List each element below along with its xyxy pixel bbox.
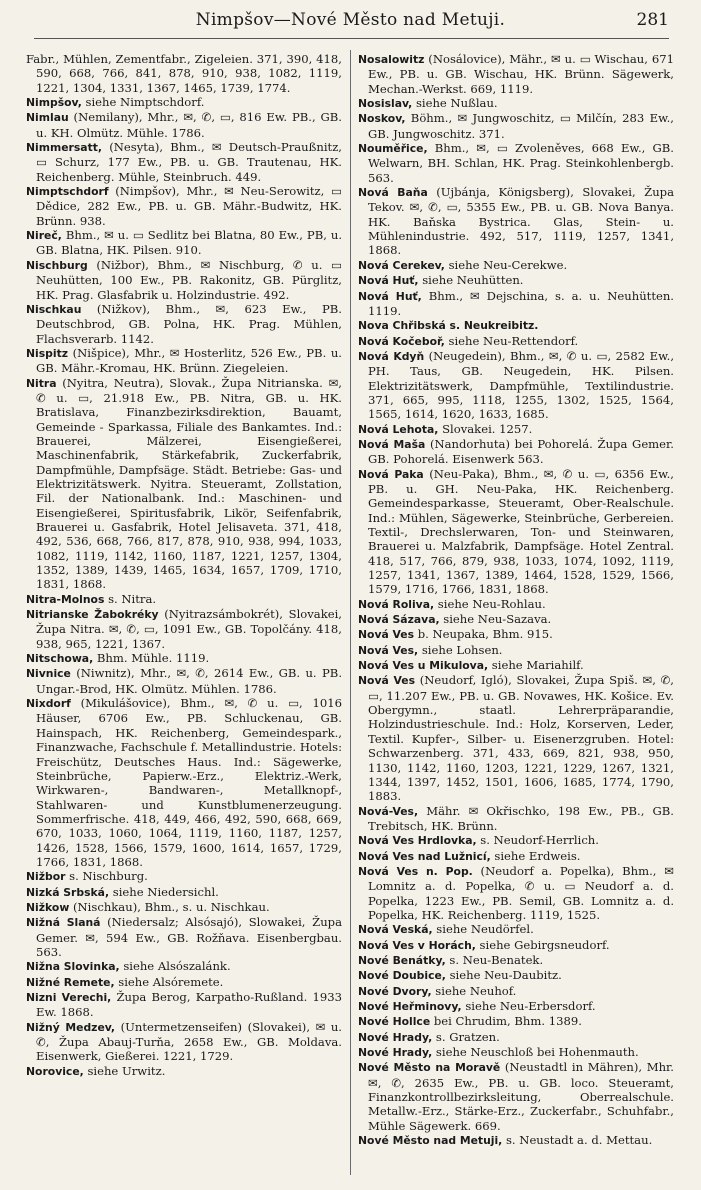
gazetteer-entry <box>358 349 674 422</box>
entry-headword: Nové Benátky, <box>358 953 446 967</box>
entry-text: siehe Urwitz. <box>83 1063 166 1078</box>
gazetteer-entry <box>358 922 674 937</box>
gazetteer-entry <box>358 658 674 673</box>
entry-text: Fabr., Mühlen, Zementfabr., Zigeleien. 371, 390, 418, 590, 668, 766, 841, 878, 910, 938, 1082, 1119, 1221, 1304, 1331, 1367, 1465, 1739, 1774. <box>26 52 342 95</box>
gazetteer-entry <box>26 651 342 666</box>
entry-text: (Nosálovice), Mähr., ✉ u. ▭ Wischau, 671 Ew., PB. u. GB. Wischau, HK. Brünn. Sägewerk, Mechan.-Werkst. 669, 1119. <box>368 52 674 96</box>
entry-text: s. Nitra. <box>104 591 157 606</box>
entry-headword: Nitrianske Žabokréky <box>26 608 159 622</box>
entry-headword: Nová Ves, <box>358 643 419 657</box>
entry-text: Bhm., ✉ Dejschina, s. a. u. Neuhütten. 1119. <box>368 288 674 318</box>
gazetteer-entry <box>26 228 342 258</box>
entry-text: b. Neupaka, Bhm. 915. <box>414 627 553 642</box>
entry-headword: Nizká Srbská, <box>26 885 110 899</box>
gazetteer-entry <box>358 643 674 658</box>
gazetteer-entry <box>26 607 342 651</box>
gazetteer-entry <box>26 915 342 959</box>
entry-text: (Niwnitz), Mhr., ✉, ✆, 2614 Ew., GB. u. PB. Ungar.-Brod, HK. Olmütz. Mühlen. 1786. <box>36 666 342 696</box>
entry-headword: Nimlau <box>26 111 69 125</box>
entry-text: (Nesyta), Bhm., ✉ Deutsch-Praußnitz, ▭ Schurz, 177 Ew., PB. u. GB. Trautenau, HK. Reichenberg. Mühle, Steinbruch. 449. <box>36 140 342 184</box>
entry-headword: Nižný Medzev, <box>26 1020 116 1034</box>
entry-headword: Nové Hrady, <box>358 1046 433 1060</box>
entry-text: (Neu-Paka), Bhm., ✉, ✆ u. ▭, 6356 Ew., PB. u. GH. Neu-Paka, HK. Reichenberg. Gemeindesparkasse, Steueramt, Ober-Realschule. Ind.: Mühlen, Sägewerke, Steinbrüche, Gerbereien. Textil-, Drechslerwaren, Ton- und Steinwaren, Brauerei u. Malzfabrik, Dampfsäge. Hotel Zentral. 418, 517, 766, 879, 938, 1033, 1074, 1092, 1119, 1257, 1341, 1367, 1389, 1464, 1528, 1529, 1566, 1579, 1716, 1766, 1831, 1868. <box>368 466 674 597</box>
entry-headword: Nixdorf <box>26 697 71 711</box>
entry-headword: Nová Ves nad Lužnicí, <box>358 849 491 863</box>
entry-text: (Nižkov), Bhm., ✉, 623 Ew., PB. Deutschbrod, GB. Polna, HK. Prag. Mühlen, Flachsverarb. 1142. <box>36 301 342 346</box>
entry-text: s. Nischburg. <box>65 869 148 884</box>
entry-headword: Nová Ves n. Pop. <box>358 864 473 878</box>
entry-headword: Nové Doubice, <box>358 969 446 983</box>
entry-headword: Nižbor <box>26 870 66 884</box>
entry-headword: Nová Sázava, <box>358 613 440 627</box>
gazetteer-entry <box>358 1030 674 1045</box>
entry-text: (Neugedein), Bhm., ✉, ✆ u. ▭, 2582 Ew., PH. Taus, GB. Neugedein, HK. Pilsen. Elektrizitätswerk, Dampfmühle, Textilindustrie. 371, 665, 995, 1118, 1255, 1302, 1525, 1564, 1565, 1614, 1620, 1633, 1685. <box>368 348 675 422</box>
entry-text: s. Neu-Benatek. <box>445 952 544 967</box>
entry-headword: Norovice, <box>26 1064 84 1078</box>
entry-headword: Nové Hrady, <box>358 1030 433 1044</box>
gazetteer-entry <box>358 673 674 803</box>
gazetteer-entry <box>358 1060 674 1133</box>
gazetteer-entry <box>358 467 674 597</box>
entry-headword: Nižna Slovinka, <box>26 960 120 974</box>
page-header <box>0 10 701 36</box>
entry-headword: Nové Hollce <box>358 1015 431 1029</box>
gazetteer-entry <box>26 666 342 696</box>
gazetteer-entry <box>26 1064 342 1079</box>
right-column <box>358 52 674 1148</box>
gazetteer-entry <box>358 999 674 1014</box>
entry-text: (Niedersalz; Alsósajó), Slowakei, Župa Gemer. ✉, 594 Ew., GB. Rožňava. Eisenbergbau. 563. <box>36 915 342 959</box>
entry-headword: Nová Ves u Mikulova, <box>358 659 489 673</box>
entry-headword: Nová-Ves, <box>358 804 419 818</box>
gazetteer-entry <box>26 1020 342 1064</box>
entry-text: siehe Nußlau. <box>412 96 498 111</box>
gazetteer-entry <box>358 953 674 968</box>
entry-text: siehe Neuhof. <box>431 983 517 998</box>
entry-headword: Nová Huť, <box>358 289 422 303</box>
entry-text: Böhm., ✉ Jungwoschitz, ▭ Milčín, 283 Ew., GB. Jungwoschitz. 371. <box>368 111 674 141</box>
gazetteer-entry <box>26 110 342 140</box>
entry-text: (Nimpšov), Mhr., ✉ Neu-Serowitz, ▭ Dědice, 282 Ew., PB. u. GB. Mähr.-Budwitz, HK. Brünn. 938. <box>36 184 342 228</box>
entry-text: Župa Berog, Karpatho-Rußland. 1933 Ew. 1868. <box>36 990 342 1020</box>
entry-headword: Noskov, <box>358 112 406 126</box>
entry-headword: Nižné Remete, <box>26 975 115 989</box>
gazetteer-entry <box>26 376 342 592</box>
entry-text: (Nischkau), Bhm., s. u. Nischkau. <box>69 899 270 914</box>
gazetteer-entry <box>358 141 674 185</box>
gazetteer-entry <box>358 864 674 922</box>
entry-headword: Nischburg <box>26 258 88 272</box>
entry-headword: Nová Maša <box>358 437 426 451</box>
entry-headword: Nová Kočeboř, <box>358 334 445 348</box>
gazetteer-entry <box>358 597 674 612</box>
entry-headword: Nimpšov, <box>26 96 82 110</box>
entry-text: siehe Nimptschdorf. <box>81 95 205 110</box>
gazetteer-entry <box>358 1014 674 1029</box>
entry-headword: Nitra-Molnos <box>26 592 105 606</box>
entry-text: bei Chrudim, Bhm. 1389. <box>430 1014 582 1029</box>
gazetteer-entry <box>358 1045 674 1060</box>
entry-text: Bhm., ✉, ▭ Zvoleněves, 668 Ew., GB. Welwarn, BH. Schlan, HK. Prag. Steinkohlenbergb. 563. <box>368 141 674 185</box>
gazetteer-entry <box>26 959 342 974</box>
gazetteer-entry <box>358 185 674 258</box>
entry-headword: Nová Huť, <box>358 274 419 288</box>
gazetteer-entry <box>358 318 674 333</box>
entry-text: Mähr. ✉ Okřischko, 198 Ew., PB., GB. Trebitsch, HK. Brünn. <box>368 803 674 833</box>
entry-text: (Untermetzenseifen) (Slovakei), ✉ u. ✆, Župa Abauj-Turňa, 2658 Ew., GB. Moldava. Eisenwerk, Gießerei. 1221, 1729. <box>36 1019 342 1064</box>
entry-headword: Nimptschdorf <box>26 185 109 199</box>
entry-text: siehe Erdweis. <box>490 848 581 863</box>
entry-headword: Nireč, <box>26 229 62 243</box>
gazetteer-entry <box>358 804 674 834</box>
entry-text: (Nandorhuta) bei Pohorelá. Župa Gemer. GB. Pohorelá. Eisenwerk 563. <box>368 436 674 467</box>
gazetteer-entry <box>26 975 342 990</box>
entry-text: siehe Mariahilf. <box>488 658 584 673</box>
gazetteer-entry <box>358 1133 674 1148</box>
gazetteer-entry <box>26 52 342 95</box>
gazetteer-entry <box>358 273 674 288</box>
gazetteer-entry <box>26 592 342 607</box>
entry-text: (Nižbor), Bhm., ✉ Nischburg, ✆ u. ▭ Neuhütten, 100 Ew., PB. Rakonitz, GB. Pürglitz, HK. Prag. Glasfabrik u. Holzindustrie. 492. <box>36 257 342 302</box>
entry-headword: Nižná Slaná <box>26 916 101 930</box>
entry-headword: Nižkow <box>26 900 70 914</box>
gazetteer-entry <box>26 184 342 228</box>
gazetteer-entry <box>358 833 674 848</box>
entry-headword: Nosislav, <box>358 97 413 111</box>
entry-text: siehe Neu-Sazava. <box>439 612 552 627</box>
entry-headword: Nová Baňa <box>358 186 428 200</box>
left-column <box>26 52 342 1079</box>
gazetteer-entry <box>26 900 342 915</box>
gazetteer-entry <box>358 849 674 864</box>
entry-headword: Nitschowa, <box>26 652 94 666</box>
header-rule <box>34 38 669 39</box>
entry-text: s. Gratzen. <box>432 1029 500 1044</box>
entry-text: (Neustadtl in Mähren), Mhr. ✉, ✆, 2635 Ew., PB. u. GB. loco. Steueramt, Finanzkontrollbezirksleitung, Oberrealschule. Metallw.-Erz., Stärke-Erz., Zuckerfabr., Schuhfabr., Mühle Sägewerk. 669. <box>368 1060 674 1133</box>
entry-headword: Nosalowitz <box>358 53 425 66</box>
entry-text: siehe Neuschloß bei Hohenmauth. <box>432 1045 639 1060</box>
gazetteer-entry <box>358 258 674 273</box>
entry-headword: Nová Kdyň <box>358 349 425 363</box>
entry-text: siehe Alsóremete. <box>114 974 224 989</box>
entry-text: siehe Neudörfel. <box>432 922 534 937</box>
gazetteer-entry <box>358 627 674 642</box>
gazetteer-entry <box>26 990 342 1020</box>
gazetteer-entry <box>358 422 674 437</box>
gazetteer-entry <box>26 258 342 302</box>
entry-text: (Nyitra, Neutra), Slovak., Župa Nitrianska. ✉, ✆ u. ▭, 21.918 Ew., PB. Nitra, GB. u. HK. Bratislava, Finanzbezirksdirektion, Bauamt, Gemeinde - Sparkassa, Filiale des Bankamtes. Ind.: Brauerei, Mälzerei, Eisengießerei, Maschinenfabrik, Stärkefabrik, Zuckerfabrik, Dampfmühle, Dampfsäge. Städt. Betriebe: Gas- und Elektrizitätswerk. Nyitra. Steueramt, Zollstation, Fil. der Nationalbank. Ind.: Maschinen- und Eisengießerei, Spiritusfabrik, Likör, Seifenfabrik, Brauerei u. Gasfabrik, Hotel Jelisaveta. 371, 418, 492, 536, 668, 766, 817, 878, 910, 938, 994, 1033, 1082, 1119, 1142, 1160, 1187, 1221, 1257, 1304, 1352, 1389, 1439, 1465, 1634, 1657, 1709, 1710, 1831, 1868. <box>36 375 342 592</box>
gazetteer-entry <box>358 52 674 96</box>
entry-headword: Nová Ves <box>358 674 416 688</box>
gazetteer-entry <box>26 869 342 884</box>
entry-text: (Ujbánja, Königsberg), Slovakei, Župa Tekov. ✉, ✆, ▭, 5355 Ew., PB. u. GB. Nova Banya. HK. Baňska Bystrica. Glas, Stein- u. Mühlenindustrie. 492, 517, 1119, 1257, 1341, 1868. <box>368 185 674 258</box>
entry-text: siehe Neu-Erbersdorf. <box>461 999 596 1013</box>
entry-headword: Nivnice <box>26 667 71 681</box>
entry-text: (Nyitrazsámbokrét), Slovakei, Župa Nitra. ✉, ✆, ▭, 1091 Ew., GB. Topolčány. 418, 938, 965, 1221, 1367. <box>36 607 342 651</box>
gazetteer-entry <box>26 885 342 900</box>
entry-headword: Nizni Verechi, <box>26 991 112 1004</box>
entry-headword: Nové Dvory, <box>358 984 432 998</box>
entry-headword: Nova Chřibská s. Neukreibitz. <box>358 319 539 333</box>
entry-text: siehe Gebirgsneudorf. <box>475 937 610 952</box>
gazetteer-entry <box>358 612 674 627</box>
entry-headword: Nová Roliva, <box>358 597 435 611</box>
entry-headword: Nová Ves v Horách, <box>358 938 476 952</box>
gazetteer-entry <box>26 95 342 110</box>
gazetteer-entry <box>358 984 674 999</box>
entry-text: (Mikulášovice), Bhm., ✉, ✆ u. ▭, 1016 Häuser, 6706 Ew., PB. Schluckenau, GB. Hainspach, HK. Reichenberg, Gemeindespark., Finanzwache, Fachschule f. Metallindustrie. Hotels: Freischütz, Deutsches Haus. Ind.: Sägewerke, Steinbrüche, Papierw.-Erz., Elektriz.-Werk, Wirkwaren-, Bandwaren-, Metallknopf-, Stahlwaren- und Kunstblumenerzeugung. Sommerfrische. 418, 449, 466, 492, 590, 668, 669, 670, 1033, 1060, 1064, 1119, 1160, 1187, 1257, 1426, 1528, 1566, 1579, 1600, 1614, 1657, 1729, 1766, 1831, 1868. <box>36 696 342 869</box>
entry-text: siehe Niedersichl. <box>109 884 219 899</box>
entry-headword: Nové Město nad Metuji, <box>358 1134 503 1148</box>
entry-headword: Nová Lehota, <box>358 422 439 436</box>
gazetteer-entry <box>26 696 342 869</box>
gazetteer-entry <box>358 96 674 111</box>
entry-text: Bhm., ✉ u. ▭ Sedlitz bei Blatna, 80 Ew., PB, u. GB. Blatna, HK. Pilsen. 910. <box>36 228 342 258</box>
entry-text: siehe Neu-Rettendorf. <box>444 333 579 348</box>
entry-text: s. Neustadt a. d. Mettau. <box>502 1133 653 1148</box>
page-number: 281 <box>636 10 669 30</box>
gazetteer-entry <box>358 938 674 953</box>
gazetteer-entry <box>26 346 342 376</box>
gazetteer-entry <box>358 968 674 983</box>
entry-headword: Nová Paka <box>358 467 424 481</box>
entry-text: siehe Neuhütten. <box>418 273 524 288</box>
entry-text: siehe Lohsen. <box>418 642 503 657</box>
entry-text: siehe Neu-Cerekwe. <box>444 257 568 272</box>
entry-headword: Nimmersatt, <box>26 141 103 155</box>
gazetteer-entry <box>26 302 342 346</box>
entry-headword: Nové Heřminovy, <box>358 1000 462 1013</box>
entry-headword: Nová Ves Hrdlovka, <box>358 834 477 848</box>
gazetteer-entry <box>358 289 674 319</box>
gazetteer-entry <box>26 140 342 184</box>
entry-text: Slovakei. 1257. <box>438 421 533 436</box>
entry-headword: Nová Cerekev, <box>358 258 445 272</box>
entry-text: (Neudorf a. Popelka), Bhm., ✉ Lomnitz a. d. Popelka, ✆ u. ▭ Neudorf a. d. Popelka, 1223 Ew., PB. Semil, GB. Lomnitz a. d. Popelka, HK. Reichenberg. 1119, 1525. <box>368 863 674 922</box>
gazetteer-entry <box>358 437 674 467</box>
entry-text: (Nemilany), Mhr., ✉, ✆, ▭, 816 Ew. PB., GB. u. KH. Olmütz. Mühle. 1786. <box>36 110 342 140</box>
entry-text: siehe Alsószalánk. <box>119 959 231 974</box>
entry-headword: Nitra <box>26 376 57 390</box>
entry-text: s. Neudorf-Herrlich. <box>476 833 599 848</box>
entry-headword: Nové Město na Moravě <box>358 1061 501 1075</box>
entry-text: Bhm. Mühle. 1119. <box>93 651 210 666</box>
entry-headword: Nispitz <box>26 346 69 360</box>
entry-text: siehe Neu-Daubitz. <box>445 968 562 983</box>
gazetteer-entry <box>358 111 674 141</box>
entry-headword: Nischkau <box>26 302 82 316</box>
column-divider <box>350 50 351 1175</box>
running-title: Nimpšov—Nové Město nad Metuji. <box>195 10 506 30</box>
entry-headword: Nová Ves <box>358 628 415 642</box>
entry-text: (Nišpice), Mhr., ✉ Hosterlitz, 526 Ew., PB. u. GB. Mähr.-Kromau, HK. Brünn. Ziegeleien. <box>36 345 342 376</box>
gazetteer-entry <box>358 334 674 349</box>
entry-headword: Nouměřice, <box>358 142 428 156</box>
entry-headword: Nová Veská, <box>358 923 433 937</box>
entry-text: (Neudorf, Igló), Slovakei, Župa Spiš. ✉, ✆, ▭, 11.207 Ew., PB. u. GB. Novawes, HK. Košice. Ev. Obergymn., staatl. Lehrerpräparandie, Holzindustrieschule. Ind.: Holz, Korserven, Leder, Textil. Kupfer-, Silber- u. Eisenerzgruben. Hotel: Schwarzenberg. 371, 433, 669, 821, 938, 950, 1130, 1142, 1160, 1203, 1221, 1229, 1267, 1321, 1344, 1397, 1452, 1501, 1606, 1685, 1774, 1790, 1883. <box>368 673 674 804</box>
entry-text: siehe Neu-Rohlau. <box>434 596 546 611</box>
